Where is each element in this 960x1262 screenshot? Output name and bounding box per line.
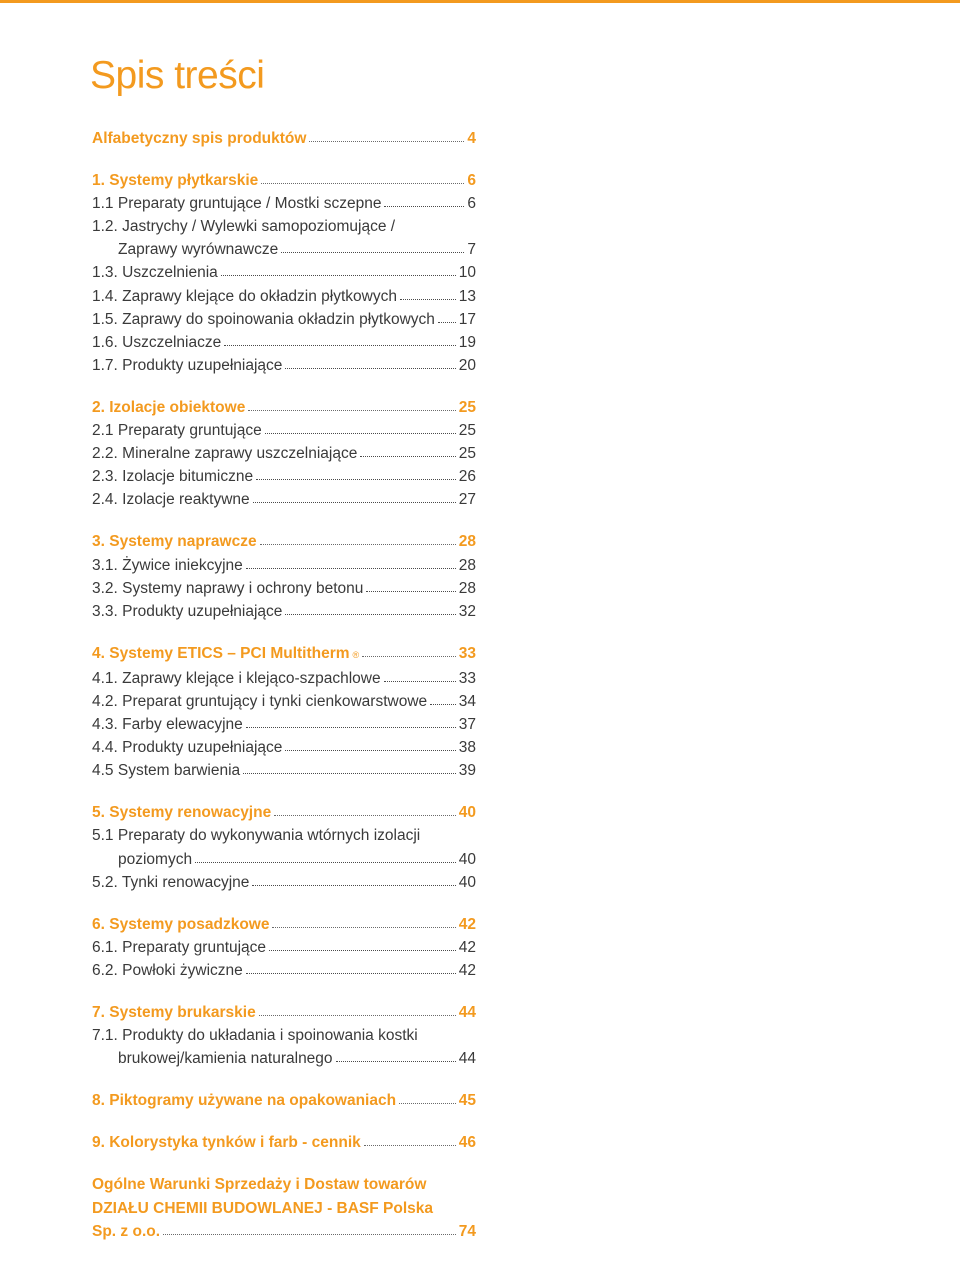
toc-entry-label: 6.1. Preparaty gruntujące — [92, 938, 267, 956]
toc-section — [92, 801, 476, 893]
toc-section-label: 1. Systemy płytkarskie — [92, 172, 259, 190]
toc-section-label: 9. Kolorystyka tynków i farb - cennik — [92, 1134, 361, 1152]
toc-entry-label: 6.2. Powłoki żywiczne — [92, 961, 243, 979]
toc-page-number: 6 — [467, 195, 476, 213]
toc-entry-label: 1.3. Uszczelnienia — [92, 264, 218, 282]
toc-entry[interactable] — [92, 331, 476, 354]
toc-entry[interactable] — [92, 848, 476, 871]
toc-section — [92, 1131, 476, 1154]
toc-page-number: 7 — [467, 241, 476, 259]
dot-leader — [259, 1015, 456, 1016]
toc-entry-label: 4.2. Preparat gruntujący i tynki cienkowarstwowe — [92, 692, 428, 710]
toc-entry[interactable] — [92, 690, 476, 713]
toc-entry[interactable] — [92, 192, 476, 215]
toc-page-number: 39 — [458, 762, 476, 780]
dot-leader — [221, 275, 456, 276]
toc-entry[interactable] — [92, 308, 476, 331]
toc-entry[interactable] — [92, 667, 476, 690]
toc-entry-label[interactable]: 1.2. Jastrychy / Wylewki samopoziomujące / — [92, 218, 396, 236]
dot-leader — [384, 206, 464, 207]
toc-section — [92, 1089, 476, 1112]
toc-page-number: 6 — [467, 172, 476, 190]
dot-leader — [265, 433, 456, 434]
dot-leader — [260, 544, 456, 545]
toc-section-terms — [92, 1173, 476, 1242]
toc-section-label: 7. Systemy brukarskie — [92, 1004, 256, 1021]
toc-page-number: 20 — [458, 356, 476, 374]
toc-page-number: 27 — [458, 491, 476, 509]
toc-entry-label: 4.3. Farby elewacyjne — [92, 716, 243, 734]
toc-entry-label: 3.2. Systemy naprawy i ochrony betonu — [92, 579, 364, 597]
dot-leader — [285, 368, 455, 369]
toc-entry-label: 2.1 Preparaty gruntujące — [92, 422, 262, 440]
toc-entry-label-continued: brukowej/kamienia naturalnego — [118, 1050, 333, 1068]
toc-entry[interactable] — [92, 465, 476, 488]
toc-section-label: 8. Piktogramy używane na opakowaniach — [92, 1092, 397, 1110]
toc-entry[interactable] — [92, 554, 476, 577]
toc-page-number: 28 — [458, 579, 476, 597]
dot-leader — [256, 479, 456, 480]
dot-leader — [366, 591, 455, 592]
toc-page-number: 25 — [458, 398, 476, 416]
toc-entry-label-continued: poziomych — [118, 850, 193, 868]
toc-entry-product-index[interactable] — [92, 127, 476, 150]
toc-entry[interactable] — [92, 871, 476, 894]
toc-section-label: 6. Systemy posadzkowe — [92, 915, 270, 933]
toc-entry[interactable] — [92, 354, 476, 377]
toc-entry-label: 1.4. Zaprawy klejące do okładzin płytkowych — [92, 287, 397, 305]
toc-section — [92, 642, 476, 783]
toc-section — [92, 396, 476, 511]
dot-leader — [274, 815, 456, 816]
toc-entry[interactable] — [92, 261, 476, 284]
dot-leader — [253, 502, 456, 503]
toc-entry[interactable] — [92, 488, 476, 511]
toc-section-heading[interactable] — [92, 913, 476, 936]
toc-entry[interactable] — [92, 419, 476, 442]
toc-page-number: 40 — [458, 873, 476, 891]
toc-section-label: 3. Systemy naprawcze — [92, 533, 257, 551]
toc-entry[interactable] — [92, 713, 476, 736]
toc-section-intro — [92, 127, 476, 150]
toc-section — [92, 913, 476, 982]
toc-page-number: 45 — [458, 1092, 476, 1110]
toc-entry-label: 4.1. Zaprawy klejące i klejąco-szpachlowe — [92, 669, 381, 687]
toc-page-number: 13 — [458, 287, 476, 305]
toc-page-number: 25 — [458, 445, 476, 463]
dot-leader — [399, 1103, 456, 1104]
toc-page-number: 32 — [458, 602, 476, 620]
toc-entry-terms[interactable] — [92, 1220, 476, 1243]
dot-leader — [252, 885, 455, 886]
toc-entry[interactable] — [92, 285, 476, 308]
toc-entry-label: 4.5 System barwienia — [92, 762, 241, 780]
toc-page-number: 44 — [458, 1050, 476, 1068]
toc-page-number: 17 — [458, 310, 476, 328]
registered-mark: ® — [352, 649, 360, 660]
dot-leader — [243, 773, 456, 774]
toc-entry-label[interactable]: 7.1. Produkty do układania i spoinowania kostki — [92, 1027, 418, 1045]
toc-page-number: 4 — [467, 130, 476, 147]
toc-page-number: 42 — [458, 915, 476, 933]
dot-leader — [261, 183, 464, 184]
toc-entry-label-continued: Zaprawy wyrównawcze — [118, 241, 279, 259]
toc-section-heading[interactable] — [92, 801, 476, 824]
toc-entry-label: 2.2. Mineralne zaprawy uszczelniające — [92, 445, 358, 463]
toc-page-number: 46 — [458, 1134, 476, 1152]
toc-page-number: 44 — [458, 1004, 476, 1021]
toc-entry[interactable] — [92, 442, 476, 465]
dot-leader — [224, 345, 456, 346]
dot-leader — [309, 141, 464, 142]
dot-leader — [360, 456, 455, 457]
dot-leader — [336, 1061, 456, 1062]
toc-page-number: 38 — [458, 739, 476, 757]
dot-leader — [384, 681, 456, 682]
terms-label-line[interactable]: DZIAŁU CHEMII BUDOWLANEJ - BASF Polska — [92, 1199, 434, 1217]
toc-page-number: 37 — [458, 716, 476, 734]
toc-page-number: 33 — [458, 669, 476, 687]
toc-entry-label: 5.2. Tynki renowacyjne — [92, 873, 250, 891]
toc-section — [92, 1001, 476, 1070]
toc-section-label: 5. Systemy renowacyjne — [92, 804, 272, 822]
dot-leader — [362, 656, 456, 657]
toc-entry[interactable] — [92, 600, 476, 623]
toc-page-number: 28 — [458, 533, 476, 551]
toc-page-number: 42 — [458, 961, 476, 979]
top-accent-line — [0, 0, 960, 3]
toc-page-number: 28 — [458, 556, 476, 574]
toc-entry-label: 4.4. Produkty uzupełniające — [92, 739, 283, 757]
dot-leader — [400, 299, 456, 300]
toc-section-heading[interactable] — [92, 396, 476, 419]
toc-page-number: 10 — [458, 264, 476, 282]
toc-page-number: 40 — [458, 850, 476, 868]
terms-label-line[interactable]: Ogólne Warunki Sprzedaży i Dostaw towarów — [92, 1176, 427, 1194]
table-of-contents — [92, 127, 476, 1262]
toc-entry-label: 1.6. Uszczelniacze — [92, 333, 222, 351]
toc-entry[interactable] — [92, 577, 476, 600]
toc-page-number: 74 — [458, 1222, 476, 1240]
dot-leader — [163, 1234, 456, 1235]
dot-leader — [272, 927, 455, 928]
toc-section-heading[interactable] — [92, 169, 476, 192]
dot-leader — [281, 252, 464, 253]
dot-leader — [364, 1145, 456, 1146]
toc-entry-label[interactable]: 5.1 Preparaty do wykonywania wtórnych izolacji — [92, 827, 421, 845]
toc-entry-label: 3.1. Żywice iniekcyjne — [92, 556, 243, 574]
toc-section-heading[interactable] — [92, 530, 476, 553]
terms-label-line: Sp. z o.o. — [92, 1222, 161, 1240]
toc-page-number: 33 — [458, 644, 476, 662]
toc-entry-label: 2.4. Izolacje reaktywne — [92, 491, 250, 509]
toc-entry-label: 3.3. Produkty uzupełniające — [92, 602, 283, 620]
toc-page-number: 25 — [458, 422, 476, 440]
toc-section-label: 4. Systemy ETICS – PCI Multitherm — [92, 644, 350, 662]
toc-entry[interactable] — [92, 936, 476, 959]
toc-entry-label: 1.5. Zaprawy do spoinowania okładzin płytkowych — [92, 310, 435, 328]
dot-leader — [248, 410, 455, 411]
dot-leader — [430, 704, 456, 705]
toc-section-heading[interactable] — [92, 642, 476, 667]
dot-leader — [246, 973, 456, 974]
toc-entry[interactable] — [92, 238, 476, 261]
dot-leader — [285, 750, 455, 751]
toc-page-number: 26 — [458, 468, 476, 486]
dot-leader — [285, 614, 455, 615]
toc-section-heading[interactable] — [92, 1089, 476, 1112]
toc-section-label: 2. Izolacje obiektowe — [92, 398, 246, 416]
dot-leader — [246, 727, 456, 728]
toc-entry[interactable] — [92, 759, 476, 782]
toc-page-number: 19 — [458, 333, 476, 351]
toc-page-number: 42 — [458, 938, 476, 956]
dot-leader — [269, 950, 456, 951]
dot-leader — [195, 862, 456, 863]
page-title: Spis treści — [90, 54, 265, 98]
toc-entry[interactable] — [92, 736, 476, 759]
toc-page-number: 40 — [458, 804, 476, 822]
toc-entry-label: 1.7. Produkty uzupełniające — [92, 356, 283, 374]
toc-section — [92, 169, 476, 377]
dot-leader — [438, 322, 456, 323]
toc-section-heading[interactable] — [92, 1131, 476, 1154]
toc-section — [92, 530, 476, 622]
toc-entry-label: Alfabetyczny spis produktów — [92, 130, 307, 147]
dot-leader — [246, 568, 456, 569]
toc-page-number: 34 — [458, 692, 476, 710]
toc-entry[interactable] — [92, 959, 476, 982]
toc-entry-label: 1.1 Preparaty gruntujące / Mostki sczepne — [92, 195, 382, 213]
toc-entry-label: 2.3. Izolacje bitumiczne — [92, 468, 254, 486]
toc-entry[interactable] — [92, 1047, 476, 1070]
toc-section-heading[interactable] — [92, 1001, 476, 1024]
